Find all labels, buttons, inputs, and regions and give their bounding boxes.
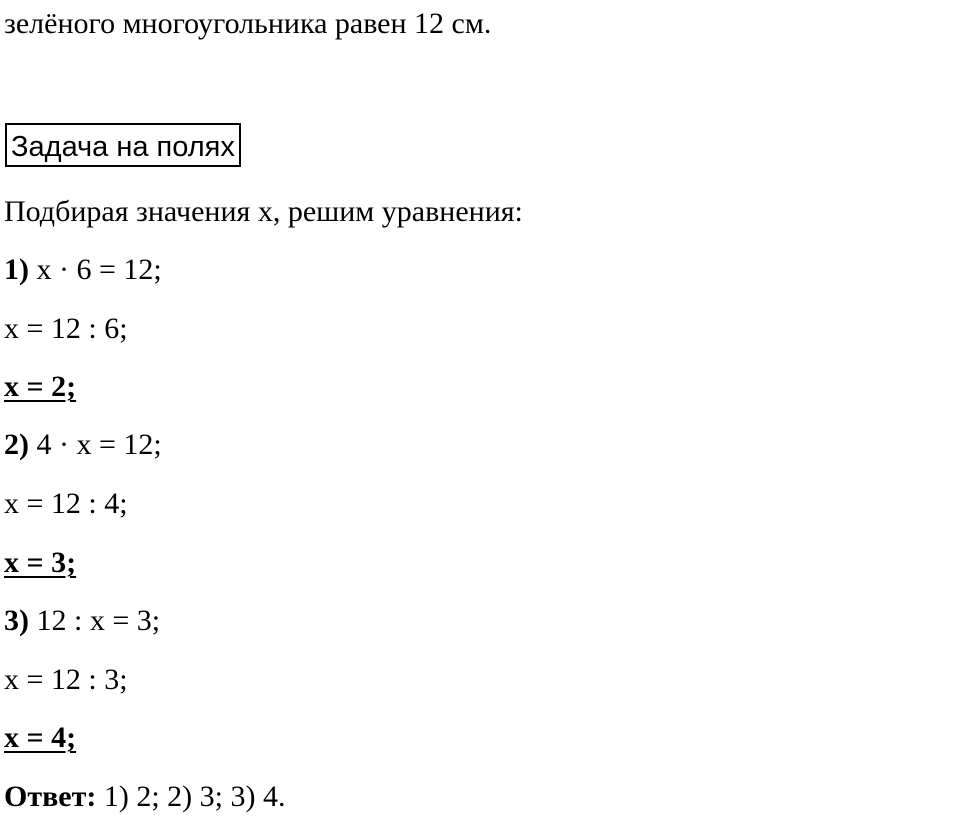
equation-2-number: 2) [4,428,29,461]
equation-3-number: 3) [4,604,29,637]
equation-3-answer: x = 4; [4,721,77,754]
equation-1-number: 1) [4,253,29,286]
final-answer [4,779,285,815]
equation-2 [4,427,162,463]
equation-1-text: x · 6 = 12; [36,253,162,286]
equation-3-text: 12 : x = 3; [36,604,161,637]
equation-1 [4,252,162,288]
final-answer-text: 1) 2; 2) 3; 3) 4. [103,780,286,813]
equation-2-step: x = 12 : 4; [4,487,128,520]
equation-1-step: x = 12 : 6; [4,312,128,345]
equation-1-answer: x = 2; [4,370,77,403]
equation-3 [4,603,160,639]
final-answer-label: Ответ: [4,780,97,813]
equation-2-text: 4 · x = 12; [36,428,162,461]
equation-2-answer: x = 3; [4,546,77,579]
lead-text: Подбирая значения x, решим уравнения: [4,195,523,228]
equation-3-step: x = 12 : 3; [4,663,128,696]
intro-text: зелёного многоугольника равен 12 см. [4,7,492,40]
section-box-title: Задача на полях [5,123,241,167]
